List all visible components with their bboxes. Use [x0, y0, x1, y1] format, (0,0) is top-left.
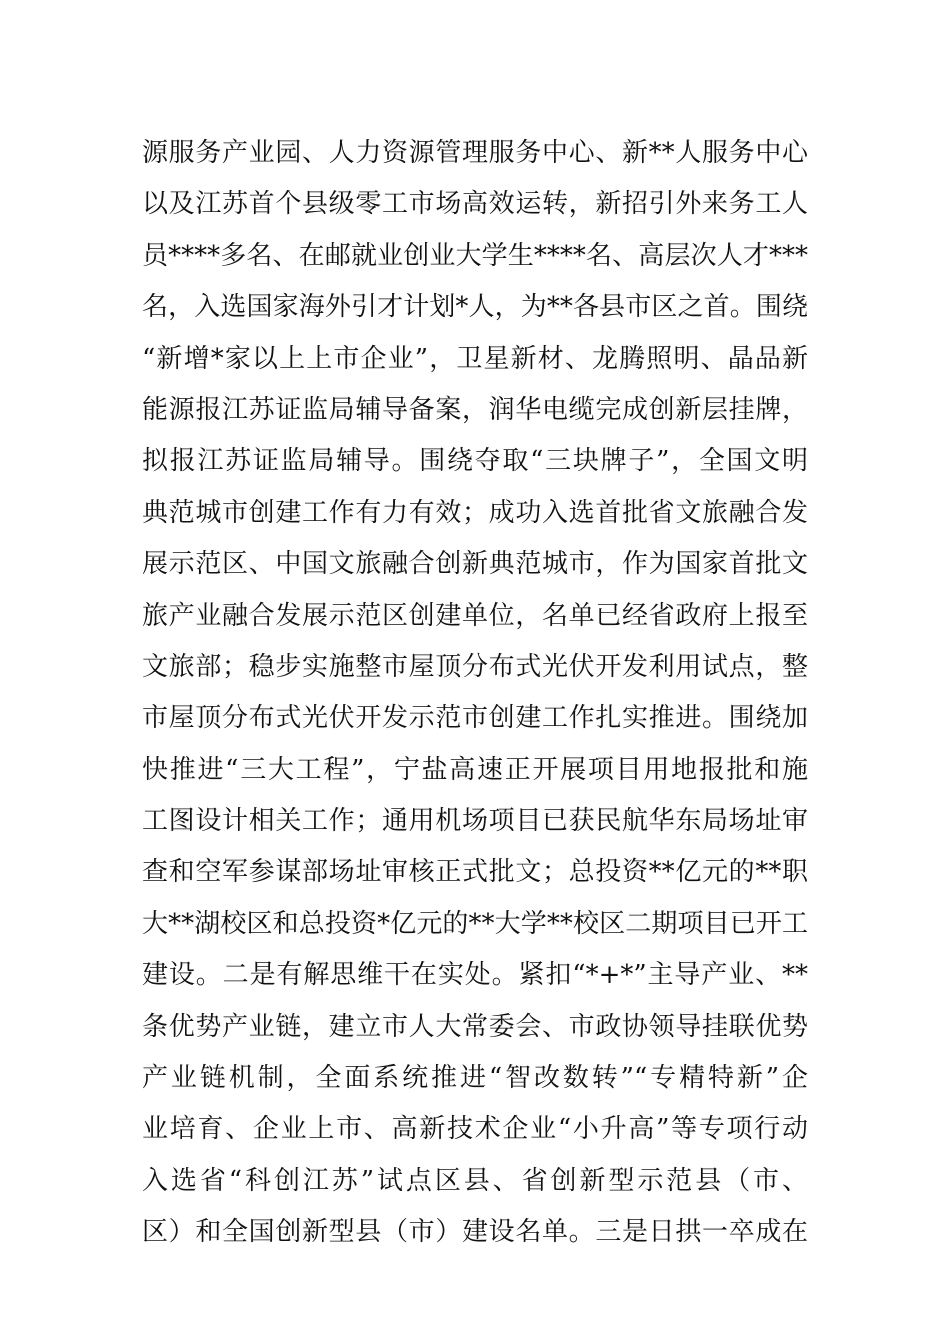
text-line: 建设。二是有解思维干在实处。紧扣“*+*”主导产业、** — [142, 960, 808, 991]
text-line: 展示范区、中国文旅融合创新典范城市，作为国家首批文 — [142, 549, 808, 580]
text-line: 文旅部；稳步实施整市屋顶分布式光伏开发利用试点，整 — [142, 651, 808, 682]
text-line: 产业链机制，全面系统推进“智改数转”“专精特新”企 — [142, 1063, 808, 1094]
text-line: 查和空军参谋部场址审核正式批文；总投资**亿元的**职 — [142, 857, 808, 888]
text-line: 名，入选国家海外引才计划*人，为**各县市区之首。围绕 — [142, 292, 808, 323]
text-line: 能源报江苏证监局辅导备案，润华电缆完成创新层挂牌， — [142, 394, 808, 425]
text-line: 员****多名、在邮就业创业大学生****名、高层次人才*** — [142, 240, 808, 271]
text-line: 旅产业融合发展示范区创建单位，名单已经省政府上报至 — [142, 600, 808, 631]
text-line: 大**湖校区和总投资*亿元的**大学**校区二期项目已开工 — [142, 908, 808, 939]
text-line: 区）和全国创新型县（市）建设名单。三是日拱一卒成在 — [142, 1217, 808, 1248]
text-line: 业培育、企业上市、高新技术企业“小升高”等专项行动 — [142, 1114, 808, 1145]
text-line: “新增*家以上上市企业”，卫星新材、龙腾照明、晶品新 — [142, 343, 808, 374]
text-line: 入选省“科创江苏”试点区县、省创新型示范县（市、 — [142, 1165, 808, 1196]
text-line: 源服务产业园、人力资源管理服务中心、新**人服务中心 — [142, 138, 808, 168]
body-text — [142, 128, 808, 1259]
text-line: 工图设计相关工作；通用机场项目已获民航华东局场址审 — [142, 806, 808, 837]
text-line: 典范城市创建工作有力有效；成功入选首批省文旅融合发 — [142, 497, 808, 528]
text-line: 条优势产业链，建立市人大常委会、市政协领导挂联优势 — [142, 1011, 808, 1042]
text-line: 拟报江苏证监局辅导。围绕夺取“三块牌子”，全国文明 — [142, 446, 808, 477]
text-line: 市屋顶分布式光伏开发示范市创建工作扎实推进。围绕加 — [142, 703, 808, 734]
text-line: 以及江苏首个县级零工市场高效运转，新招引外来务工人 — [142, 189, 808, 220]
text-line: 快推进“三大工程”，宁盐高速正开展项目用地报批和施 — [142, 754, 808, 785]
